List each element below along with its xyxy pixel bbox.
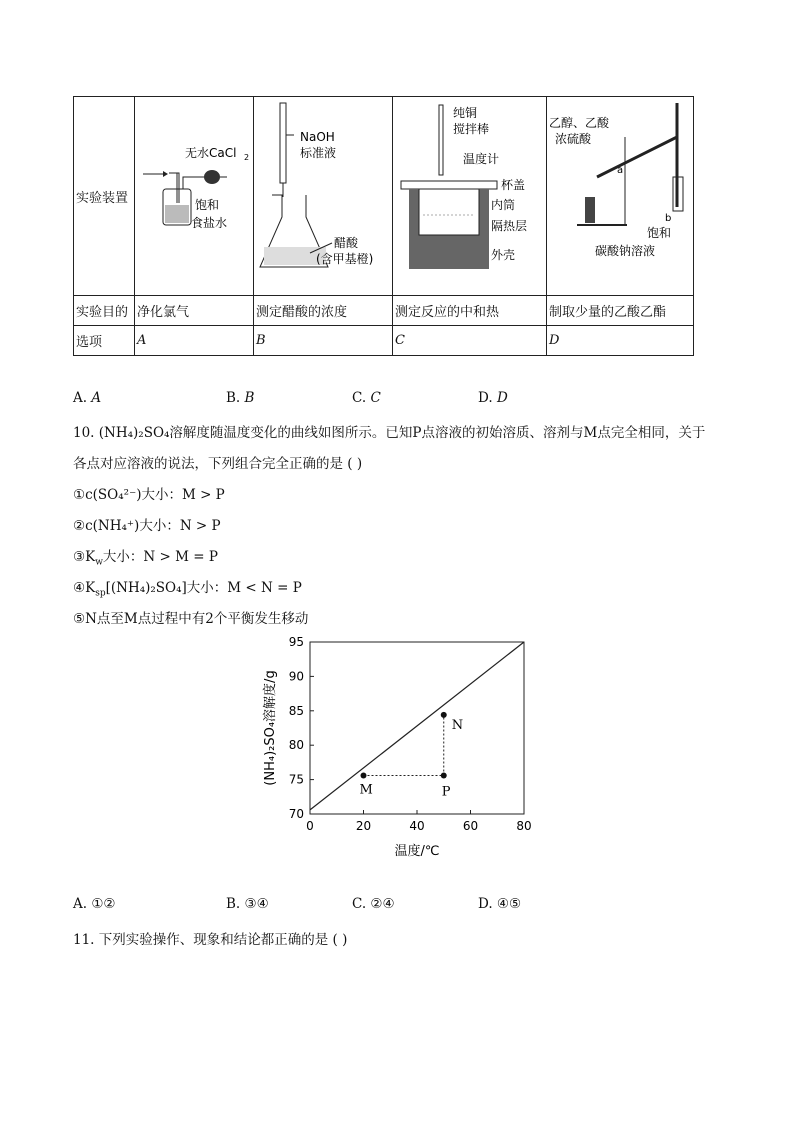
x-tick-label: 40: [409, 819, 425, 833]
y-tick-label: 85: [288, 703, 304, 718]
s4-main: ④K: [73, 580, 96, 596]
s4-rest: [(NH₄)₂SO₄]大小：M < N = P: [105, 580, 302, 596]
label-ethanol-acetic: 乙醇、乙酸: [549, 116, 610, 130]
point-label-n: N: [451, 717, 464, 733]
point-label-p: P: [441, 784, 451, 800]
x-ticks: [306, 810, 531, 833]
q9-choice-a[interactable]: [73, 390, 101, 406]
label-b: b: [665, 213, 672, 224]
purpose-d: 制取少量的乙酸乙酯: [547, 296, 694, 326]
y-tick-label: 95: [288, 635, 304, 649]
x-tick-label: 20: [355, 819, 372, 833]
calorimeter-diagram: [393, 97, 546, 291]
apparatus-b: [254, 97, 393, 296]
q9-choice-b[interactable]: [226, 390, 254, 406]
q10-choice-b[interactable]: B. ③④: [226, 896, 269, 912]
purpose-c: 测定反应的中和热: [393, 296, 547, 326]
row-label-purpose: 实验目的: [74, 296, 135, 326]
ester-prep-diagram: [547, 97, 693, 291]
label-standard: 标准液: [300, 146, 337, 160]
row-label-apparatus: 实验装置: [74, 97, 135, 296]
q10-statement-1: ①c(SO₄²⁻)大小：M > P: [73, 487, 225, 503]
label-conc-sulfuric: 浓硫酸: [555, 132, 592, 146]
x-tick-label: 80: [516, 819, 532, 833]
choice-letter: C.: [352, 390, 371, 406]
label-thermometer: 温度计: [463, 152, 500, 166]
purpose-b: 测定醋酸的浓度: [254, 296, 393, 326]
label-shell: 外壳: [491, 248, 516, 262]
apparatus-c: [393, 97, 547, 296]
label-anhydrous-cacl2: 无水CaCl: [185, 146, 237, 160]
point-m: [361, 772, 367, 778]
choice-letter: B.: [226, 390, 245, 406]
q10-choice-d[interactable]: D. ④⑤: [478, 896, 522, 912]
y-tick-label: 90: [288, 669, 304, 684]
titration-diagram: [254, 97, 392, 291]
q11-stem: 11. 下列实验操作、现象和结论都正确的是 ( ): [73, 932, 348, 948]
s3-sub: w: [95, 557, 103, 568]
option-a: A: [135, 326, 254, 356]
label-inner-cup: 内筒: [491, 198, 516, 212]
y-tick-label: 80: [288, 738, 304, 753]
q10-stem-line1: 10. (NH₄)₂SO₄溶解度随温度变化的曲线如图所示。已知P点溶液的初始溶质、溶剂与M点完全相同，关于: [73, 425, 706, 441]
row-label-option: 选项: [74, 326, 135, 356]
purpose-a: 净化氯气: [135, 296, 254, 326]
option-c: C: [393, 326, 547, 356]
apparatus-a: [135, 97, 254, 296]
label-sub: 2: [244, 153, 250, 162]
option-b: B: [254, 326, 393, 356]
q10-stem-line2: 各点对应溶液的说法，下列组合完全正确的是 ( ): [73, 456, 363, 472]
q10-statement-3: [73, 545, 218, 568]
x-axis-label: 温度/℃: [394, 844, 440, 859]
q9-choice-c[interactable]: [352, 390, 381, 406]
label-insulation: 隔热层: [491, 219, 528, 233]
y-tick-label: 75: [288, 772, 304, 787]
x-tick-label: 60: [462, 819, 479, 833]
point-p: [441, 772, 447, 778]
experiment-table: [73, 96, 694, 356]
y-tick-label: 70: [288, 807, 304, 821]
choice-value: B: [244, 390, 255, 406]
label-sodium-carbonate: 碳酸钠溶液: [595, 244, 656, 258]
gas-washing-bottle-diagram: [135, 97, 253, 291]
s3-rest: 大小：N > M = P: [102, 549, 218, 565]
choice-letter: D.: [478, 390, 497, 406]
s4-sub: sp: [95, 588, 106, 599]
label-methyl-orange: (含甲基橙): [316, 252, 374, 266]
label-saturated: 饱和: [647, 226, 672, 240]
point-label-m: M: [359, 782, 373, 798]
choice-value: C: [370, 390, 381, 406]
label-a: a: [617, 165, 624, 176]
label-stirrer: 搅拌棒: [453, 122, 490, 136]
label-copper: 纯铜: [453, 106, 478, 120]
q10-choice-c[interactable]: C. ②④: [352, 896, 395, 912]
q10-statement-4: [73, 576, 302, 599]
solubility-curve: [310, 642, 524, 810]
point-n: [441, 712, 447, 718]
q10-statement-5: ⑤N点至M点过程中有2个平衡发生移动: [73, 611, 309, 627]
label-acetic-acid: 醋酸: [334, 236, 359, 250]
label-brine: 食盐水: [191, 216, 228, 230]
choice-value: A: [91, 390, 102, 406]
label-saturated: 饱和: [195, 198, 220, 212]
option-d: D: [547, 326, 694, 356]
solubility-chart: [250, 630, 550, 870]
chart-marks: [310, 642, 524, 810]
choice-letter: A.: [73, 390, 92, 406]
x-tick-label: 0: [306, 819, 314, 833]
choice-value: D: [496, 390, 508, 406]
y-axis-label: (NH₄)₂SO₄溶解度/g: [263, 670, 278, 786]
label-lid: 杯盖: [501, 178, 526, 192]
label-naoh: NaOH: [300, 130, 335, 144]
s3-main: ③K: [73, 549, 96, 565]
q10-statement-2: ②c(NH₄⁺)大小：N > P: [73, 518, 221, 534]
q9-choice-d[interactable]: [478, 390, 508, 406]
q10-choice-a[interactable]: A. ①②: [73, 896, 116, 912]
apparatus-d: [547, 97, 694, 296]
